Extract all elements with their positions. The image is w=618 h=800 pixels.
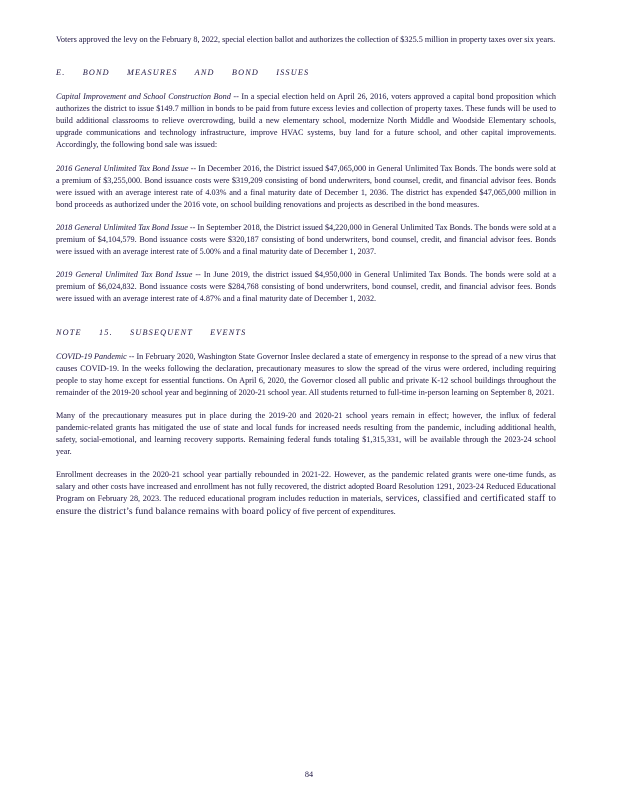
bond-2018-text: -- In September 2018, the District issued $4,220,000 in General Unlimited Tax Bonds. The bonds were sold at a premium of $4,104,579. Bond issuance costs were $320,187 consisting of bond underwriters, bond counsel, credit, and financial advisor fees. Bonds were issued with an average interest rate of 5.00% and a final maturity date of December 1, 2037. (56, 222, 557, 257)
bond-2016-text: -- In December 2016, the District issued $47,065,000 in General Unlimited Tax Bonds. The bonds were sold at a premium of $3,255,000. Bond issuance costs were $319,209 consisting of bond underwriters, bond counsel, credit, and financial advisor fees. Bonds were issued with an average interest rate of 4.03% and a final maturity date of December 1, 2036. The district has expended $47,065,000 million in bond proceeds as authorized under the 2016 vote, on school building renovations and projects as described in the bond measures. (56, 163, 556, 209)
bond-2018-title: 2018 General Unlimited Tax Bond Issue (56, 222, 188, 232)
page-content (56, 34, 556, 518)
bond-2018-paragraph (56, 222, 556, 258)
capital-bond-paragraph (56, 91, 556, 151)
covid-title: COVID-19 Pandemic (56, 351, 127, 361)
enrollment-text-large: services, classified and certificated staff to ensure the district’s fund balance remains with board policy (56, 493, 557, 517)
bond-2016-paragraph (56, 163, 556, 211)
covid-text: -- In February 2020, Washington State Governor Inslee declared a state of emergency in response to the spread of a new virus that causes COVID-19. In the weeks following the declaration, precautionary measures to slow the spread of the virus were ordered, including requiring people to stay home except for essential functions. On April 6, 2020, the Governor closed all public and private K-12 school buildings throughout the remainder of the 2019-20 school year and beginning of 2020-21 school year. All students returned to full-time in-person learning on September 8, 2021. (56, 351, 556, 397)
enrollment-text: Enrollment decreases in the 2020-21 school year partially rebounded in 2021-22. However, as the pandemic related grants were one-time funds, as salary and other costs have increased and enrollment has not fully recovered, the district adopted Board Resolution 1291, 2023-24 Reduced Educational Program on February 28, 2023. The reduced educational program includes reduction in materials, (56, 470, 556, 504)
note-15-heading (56, 327, 556, 339)
section-e-heading-text: E. BOND MEASURES AND BOND ISSUES (56, 68, 310, 78)
federal-funds-paragraph: Many of the precautionary measures put in place during the 2019-20 and 2020-21 school years remain in effect; however, the influx of federal pandemic-related grants has mitigated the use of state and local funds for increased needs resulting from the pandemic, including additional health, safety, social-emotional, and learning recovery supports. Remaining federal funds totaling $1,315,331, will be available through the 2023-24 school year. (56, 410, 556, 457)
capital-bond-title: Capital Improvement and School Construction Bond (56, 92, 231, 102)
section-e-heading (56, 67, 556, 79)
covid-paragraph (56, 351, 556, 399)
page-number: 84 (304, 770, 314, 779)
bond-2019-text: -- In June 2019, the district issued $4,950,000 in General Unlimited Tax Bonds. The bonds were sold at a premium of $6,024,832. Bond issuance costs were $284,768 consisting of bond underwriters, bond counsel, credit, and financial advisor fees. Bonds were issued with an average interest rate of 4.87% and a final maturity date of December 1, 2032. (56, 270, 556, 304)
bond-2019-paragraph (56, 269, 556, 305)
note-15-heading-text: NOTE 15. SUBSEQUENT EVENTS (56, 327, 247, 337)
levy-paragraph: Voters approved the levy on the February 8, 2022, special election ballot and authorizes the collection of $325.5 million in property taxes over six years. (56, 35, 556, 44)
enrollment-paragraph (56, 469, 556, 517)
bond-2016-title: 2016 General Unlimited Tax Bond Issue (56, 163, 189, 173)
enrollment-text-end: of five percent of expenditures. (293, 506, 396, 516)
capital-bond-text: -- In a special election held on April 26, 2016, voters approved a capital bond proposition which authorizes the district to issue $149.7 million in bonds to be paid from future excess levies and collection of property taxes. These funds will be used to build additional classrooms to relieve overcrowding, build a new elementary school, modernize North Middle and Woodside Elementary schools, upgrade communications and technology infrastructure, improve HVAC systems, buy land for a future school, and other capital improvements. Accordingly, the following bond sale was issued: (56, 92, 556, 150)
bond-2019-title: 2019 General Unlimited Tax Bond Issue (56, 270, 193, 280)
